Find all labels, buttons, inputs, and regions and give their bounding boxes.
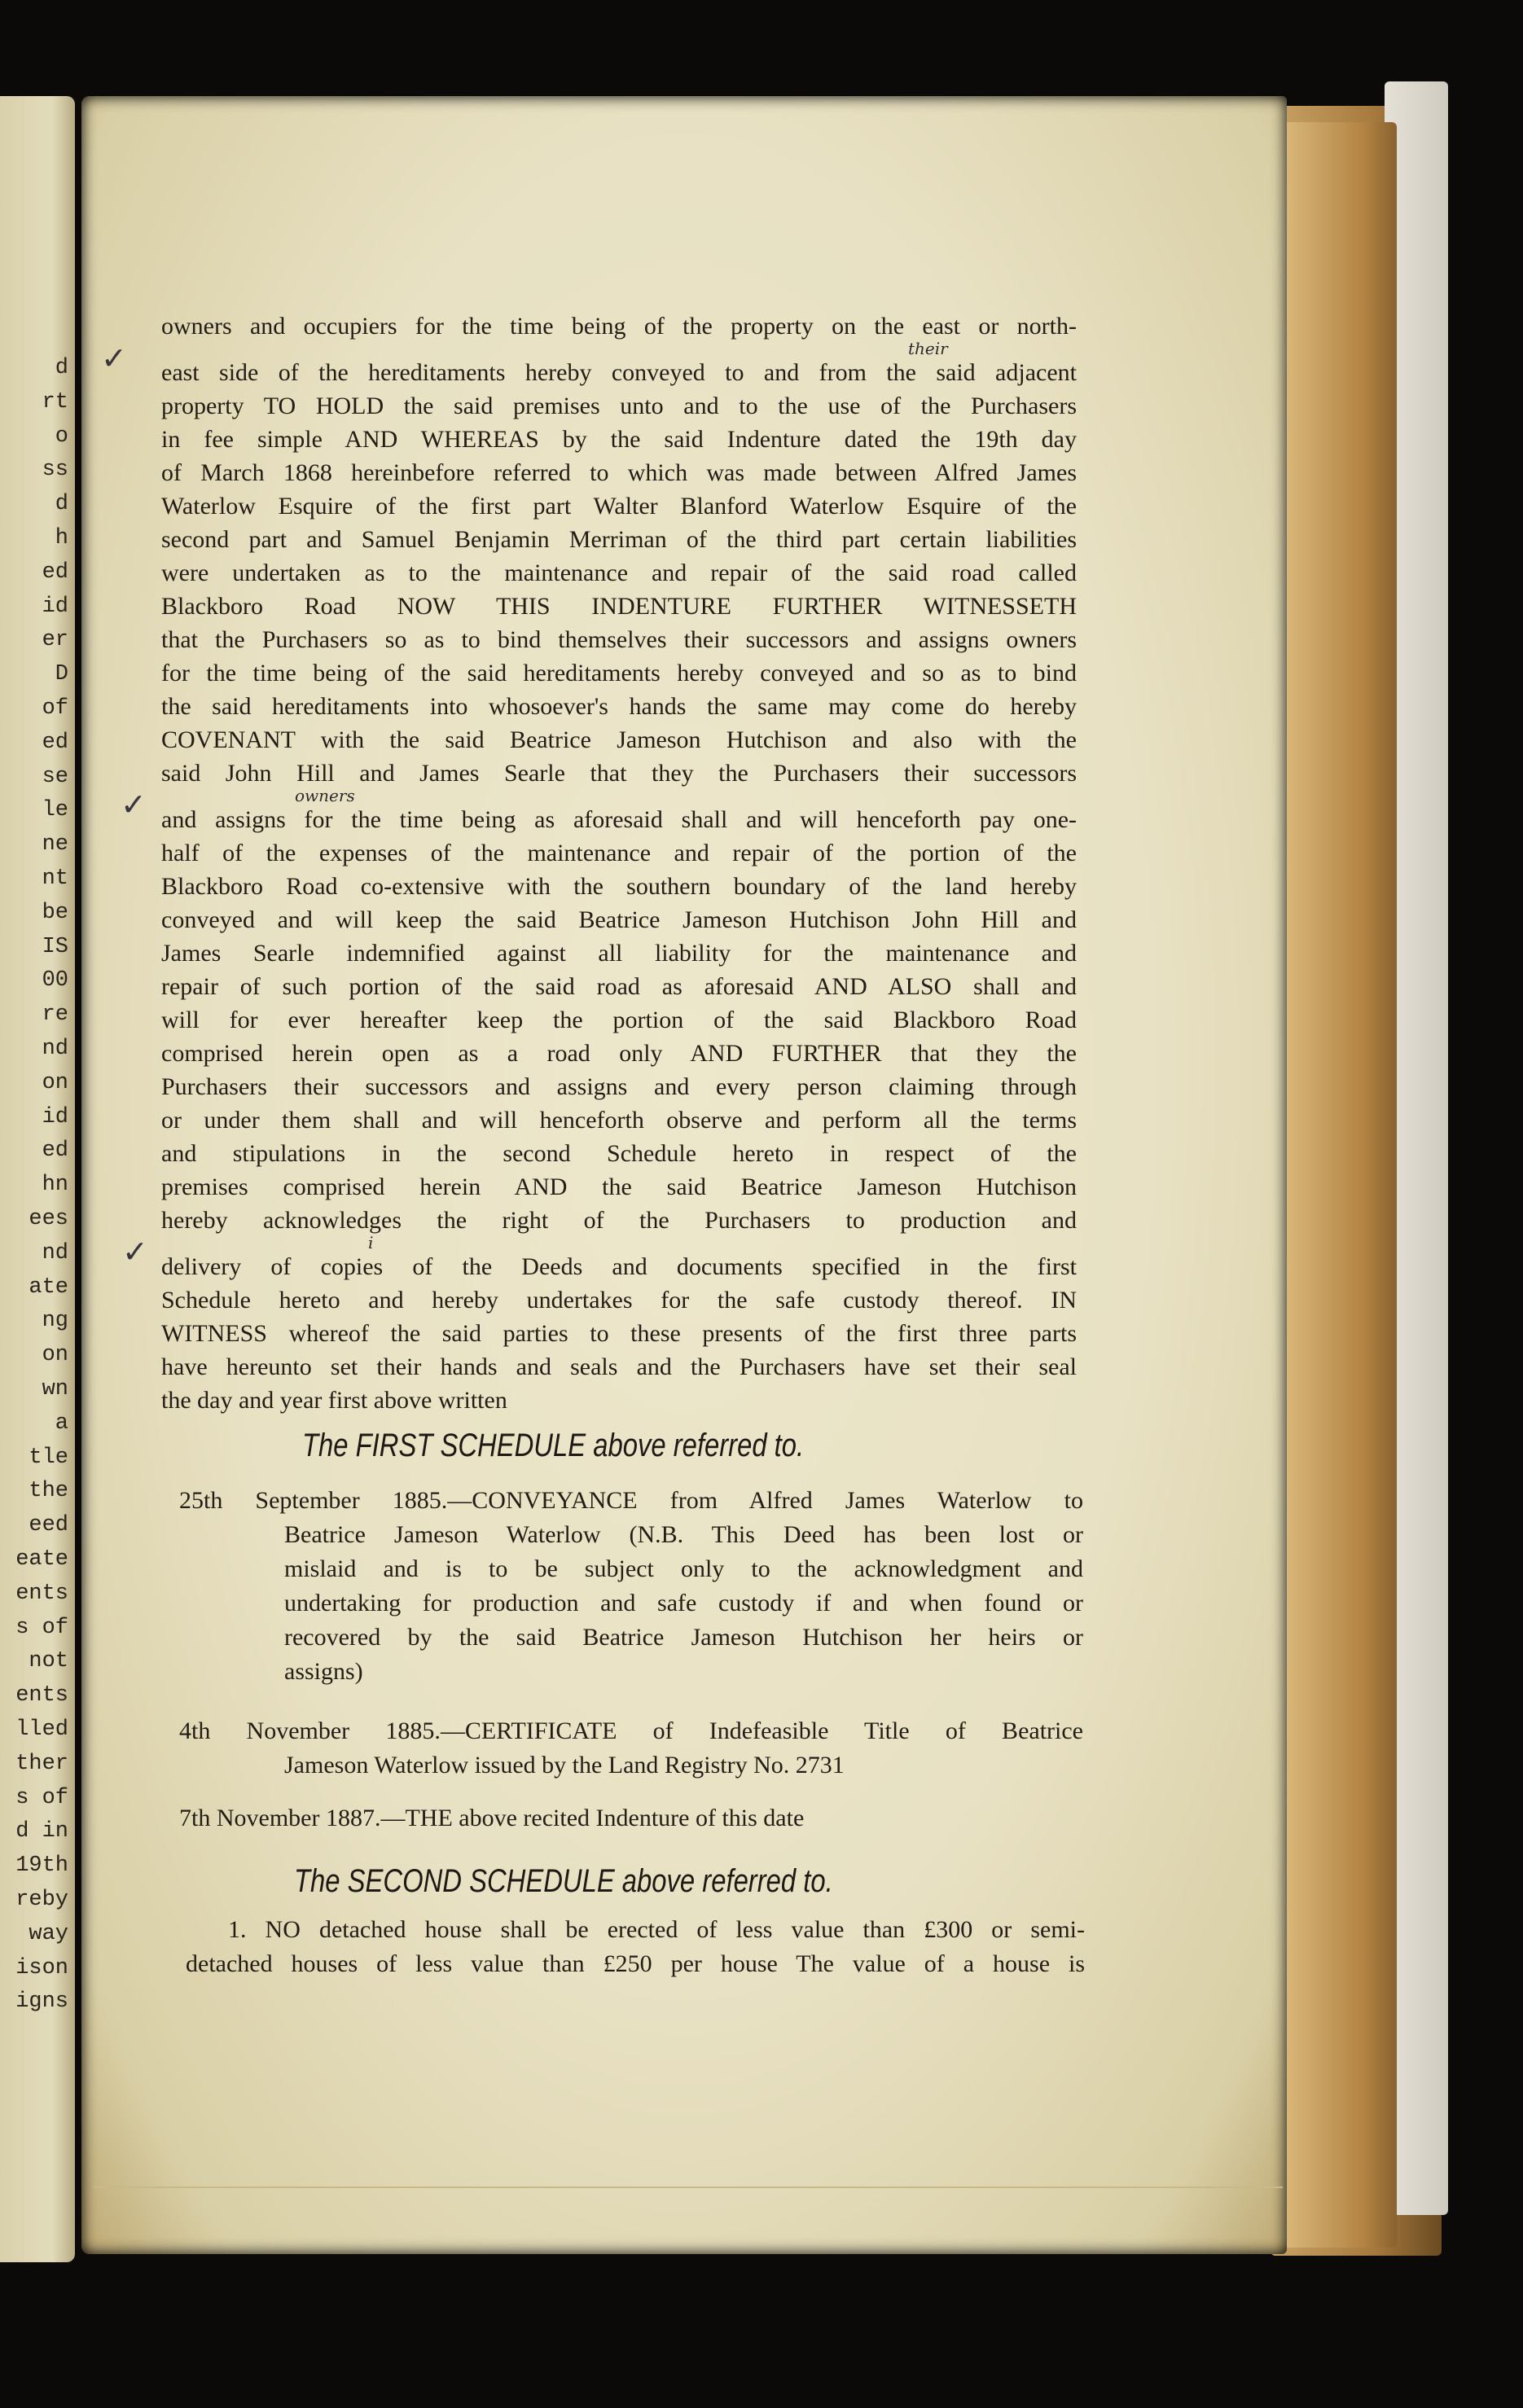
left-page-text-fragment: hn — [42, 1173, 68, 1198]
first-schedule-heading: The FIRST SCHEDULE above referred to. — [302, 1428, 805, 1463]
left-page-text-fragment: ther — [15, 1751, 68, 1776]
left-page-text-fragment: on — [42, 1343, 68, 1368]
first-schedule-entry-line: 7th November 1887.—THE above recited Indenture of this date — [179, 1805, 805, 1831]
left-page-text-fragment: ed — [42, 559, 68, 585]
left-facing-page — [0, 96, 75, 2262]
body-text-line: will for ever hereafter keep the portion of the said Blackboro Road — [161, 1007, 1077, 1033]
first-schedule-entry-line: mislaid and is to be subject only to the acknowledgment and — [284, 1555, 1083, 1582]
left-page-text-fragment: re — [42, 1002, 68, 1028]
left-page-text-fragment: not — [29, 1649, 68, 1674]
left-page-text-fragment: tle — [29, 1445, 68, 1470]
body-text-line: of March 1868 hereinbefore referred to which was made between Alfred James — [161, 459, 1077, 486]
left-page-text-fragment: s of — [15, 1785, 68, 1810]
body-text-line: for the time being of the said hereditaments hereby conveyed and so as to bind — [161, 660, 1077, 686]
body-text-line: COVENANT with the said Beatrice Jameson Hutchison and also with the — [161, 726, 1077, 753]
first-schedule-entry — [179, 1484, 1083, 1689]
left-page-text-fragment: d in — [15, 1819, 68, 1844]
body-text-line: delivery of copies of the Deeds and documents specified in the first — [161, 1253, 1077, 1280]
body-text-line: WITNESS whereof the said parties to these presents of the first three parts — [161, 1320, 1077, 1347]
body-text-line: that the Purchasers so as to bind themselves their successors and assigns owners — [161, 626, 1077, 653]
body-text-line: Schedule hereto and hereby undertakes for the safe custody thereof. IN — [161, 1287, 1077, 1314]
left-page-text-fragment: o — [55, 423, 68, 449]
body-text-line: owners and occupiers for the time being of the property on the east or north- — [161, 313, 1077, 340]
first-schedule-entry-line: Beatrice Jameson Waterlow (N.B. This Deed has been lost or — [284, 1521, 1083, 1548]
first-schedule-entry-line: 25th September 1885.—CONVEYANCE from Alfred James Waterlow to — [179, 1487, 1083, 1514]
second-schedule-text — [186, 1913, 1085, 1981]
body-text-line: half of the expenses of the maintenance and repair of the portion of the — [161, 840, 1077, 866]
handwritten-annotation-i: i — [368, 1233, 374, 1252]
first-schedule-entry-line: 4th November 1885.—CERTIFICATE of Indefeasible Title of Beatrice — [179, 1717, 1083, 1744]
body-text-line: Blackboro Road NOW THIS INDENTURE FURTHER WITNESSETH — [161, 593, 1077, 620]
first-schedule-entry-line: undertaking for production and safe custody if and when found or — [284, 1590, 1083, 1616]
left-page-text-fragment: wn — [42, 1377, 68, 1401]
handwritten-checkmark: ✓ — [121, 787, 147, 822]
left-page-text-fragment: ed — [42, 730, 68, 755]
left-page-text-fragment: ents — [15, 1581, 68, 1606]
left-page-text-fragment: a — [55, 1410, 68, 1436]
body-text-line: were undertaken as to the maintenance and repair of the said road called — [161, 559, 1077, 586]
handwritten-annotation-their: their — [908, 339, 948, 358]
left-page-text-fragment: rt — [42, 389, 68, 414]
second-schedule-line: detached houses of less value than £250 per house The value of a house is — [186, 1950, 1085, 1977]
first-schedule-entry-line: Jameson Waterlow issued by the Land Registry No. 2731 — [284, 1752, 845, 1779]
first-schedule-entry — [179, 1714, 1083, 1783]
body-text-line: Blackboro Road co-extensive with the southern boundary of the land hereby — [161, 873, 1077, 900]
body-text-line: James Searle indemnified against all liability for the maintenance and — [161, 940, 1077, 967]
left-page-text-fragment: nt — [42, 866, 68, 891]
left-page-text-fragment: eed — [29, 1513, 68, 1538]
left-page-text-fragment: reby — [15, 1888, 68, 1912]
body-text-line: and assigns for the time being as aforesaid shall and will henceforth pay one- — [161, 806, 1077, 833]
left-page-text-fragment: way — [29, 1921, 68, 1946]
left-page-text-fragment: ne — [42, 832, 68, 857]
body-text-line: hereby acknowledges the right of the Purchasers to production and — [161, 1207, 1077, 1234]
left-page-text-fragment: D — [55, 662, 68, 687]
left-page-text-fragment: IS — [42, 934, 68, 959]
first-schedule-entry — [179, 1801, 1083, 1836]
body-text-line: Waterlow Esquire of the first part Walter Blanford Waterlow Esquire of the — [161, 493, 1077, 520]
body-text-line: the day and year first above written — [161, 1387, 507, 1414]
left-page-text-fragment: d — [55, 492, 68, 517]
page-stack-edge-inner — [1283, 122, 1397, 2248]
body-text-line: property TO HOLD the said premises unto and to the use of the Purchasers — [161, 393, 1077, 419]
left-page-text-fragment: lled — [15, 1717, 68, 1742]
left-page-text-fragment: the — [29, 1479, 68, 1504]
left-page-text-fragment: id — [42, 594, 68, 619]
left-page-text-fragment: eate — [15, 1547, 68, 1572]
left-page-text-fragment: of — [42, 696, 68, 721]
left-page-text-fragment: 19th — [15, 1853, 68, 1879]
left-page-text-fragment: ng — [42, 1309, 68, 1334]
body-text-line: in fee simple AND WHEREAS by the said Indenture dated the 19th day — [161, 426, 1077, 453]
left-page-text-fragment: er — [42, 628, 68, 653]
body-text-line: have hereunto set their hands and seals and the Purchasers have set their seal — [161, 1353, 1077, 1380]
body-text-line: said John Hill and James Searle that they the Purchasers their successors — [161, 760, 1077, 787]
left-page-text-fragment: be — [42, 900, 68, 925]
left-page-text-fragment: s of — [15, 1615, 68, 1640]
left-page-text-fragment: ees — [29, 1207, 68, 1231]
handwritten-checkmark: ✓ — [101, 340, 127, 376]
left-page-text-fragment: nd — [42, 1240, 68, 1265]
page-bottom-rule — [94, 2186, 1283, 2188]
indenture-body-text — [161, 309, 1077, 1417]
left-page-text-fragment: ss — [42, 458, 68, 483]
left-page-text-fragment: le — [42, 798, 68, 823]
left-page-text-fragment: ents — [15, 1683, 68, 1708]
left-page-text-fragment: se — [42, 764, 68, 789]
left-page-text-fragment: h — [55, 526, 68, 550]
handwritten-checkmark: ✓ — [122, 1234, 148, 1270]
left-page-text-fragment: 00 — [42, 968, 68, 993]
body-text-line: comprised herein open as a road only AND FURTHER that they the — [161, 1040, 1077, 1067]
body-text-line: and stipulations in the second Schedule hereto in respect of the — [161, 1140, 1077, 1167]
body-text-line: repair of such portion of the said road as aforesaid AND ALSO shall and — [161, 973, 1077, 1000]
first-schedule-entry-line: recovered by the said Beatrice Jameson Hutchison her heirs or — [284, 1624, 1083, 1651]
left-page-text-fragment: nd — [42, 1037, 68, 1061]
left-page-text-fragment: on — [42, 1070, 68, 1095]
second-schedule-line: 1. NO detached house shall be erected of less value than £300 or semi- — [228, 1916, 1085, 1943]
body-text-line: premises comprised herein AND the said Beatrice Jameson Hutchison — [161, 1173, 1077, 1200]
left-page-text-fragment: igns — [15, 1989, 68, 2015]
second-schedule-heading: The SECOND SCHEDULE above referred to. — [294, 1863, 833, 1899]
left-page-text-fragment: ate — [29, 1274, 68, 1300]
body-text-line: conveyed and will keep the said Beatrice Jameson Hutchison John Hill and — [161, 906, 1077, 933]
body-text-line: or under them shall and will henceforth observe and perform all the terms — [161, 1107, 1077, 1134]
handwritten-annotation-owners: owners — [295, 786, 355, 805]
body-text-line: east side of the hereditaments hereby conveyed to and from the said adjacent — [161, 359, 1077, 386]
left-page-text-fragment: id — [42, 1104, 68, 1129]
left-page-text-fragment: ison — [15, 1955, 68, 1980]
body-text-line: the said hereditaments into whosoever's hands the same may come do hereby — [161, 693, 1077, 720]
left-page-text-fragment: ed — [42, 1138, 68, 1164]
left-page-text-fragment: d — [55, 356, 68, 380]
first-schedule-entry-line: assigns) — [284, 1658, 363, 1685]
body-text-line: second part and Samuel Benjamin Merriman of the third part certain liabilities — [161, 526, 1077, 553]
body-text-line: Purchasers their successors and assigns and every person claiming through — [161, 1073, 1077, 1100]
